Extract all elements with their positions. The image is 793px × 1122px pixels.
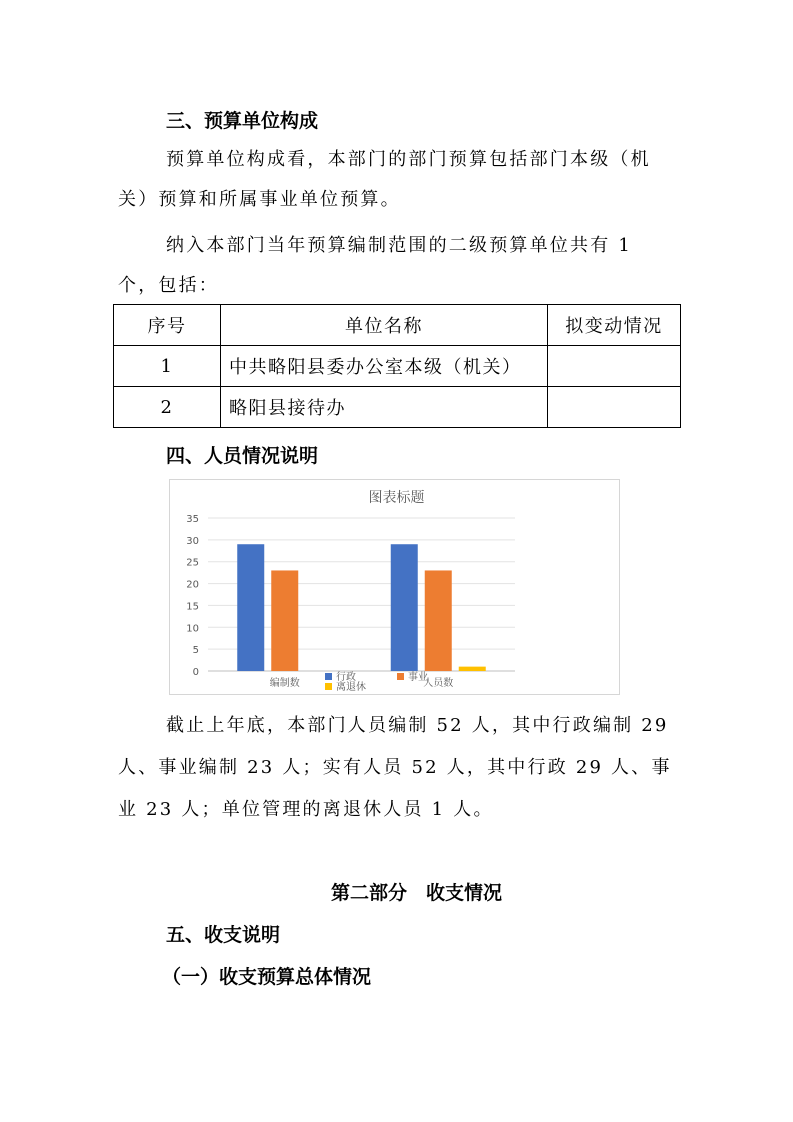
y-tick-label: 35: [186, 514, 199, 525]
legend-label: 离退休: [336, 682, 366, 693]
paragraph-budget-units-line2: 关）预算和所属事业单位预算。: [118, 189, 401, 210]
subheading-overall-budget: （一）收支预算总体情况: [162, 966, 372, 988]
y-tick-label: 10: [186, 623, 199, 635]
paragraph-sub-units-line1: 纳入本部门当年预算编制范围的二级预算单位共有 1: [166, 235, 632, 256]
y-tick-label: 20: [186, 579, 199, 591]
x-category-label: 编制数: [269, 678, 300, 689]
paragraph-budget-units-line1: 预算单位构成看，本部门的部门预算包括部门本级（机: [166, 149, 651, 170]
header-cell-no: 序号: [114, 305, 221, 346]
y-tick-label: 30: [186, 535, 199, 547]
bar-事业: [271, 570, 298, 671]
legend-swatch: [325, 673, 332, 680]
table-row: [114, 346, 681, 387]
paragraph-staff-line2: 人、事业编制 23 人；实有人员 52 人，其中行政 29 人、事: [118, 757, 672, 778]
legend-swatch: [325, 683, 332, 690]
section-heading-budget-units: 三、预算单位构成: [166, 110, 319, 132]
staff-chart: [169, 479, 620, 695]
cell-change: [548, 346, 681, 387]
cell-name: 略阳县接待办: [221, 387, 548, 428]
part-title: 第二部分 收支情况: [330, 882, 502, 904]
chart-title: 图表标题: [368, 490, 425, 506]
cell-name: 中共略阳县委办公室本级（机关）: [221, 346, 548, 387]
bar-事业: [425, 570, 452, 671]
cell-no: 2: [114, 387, 221, 428]
paragraph-staff-line3: 业 23 人；单位管理的离退休人员 1 人。: [118, 799, 494, 820]
legend-label: 行政: [336, 672, 356, 683]
bar-行政: [391, 544, 418, 671]
table-header-row: [114, 305, 681, 346]
legend-swatch: [397, 673, 404, 680]
bar-离退休: [459, 667, 486, 671]
y-tick-label: 25: [186, 557, 199, 569]
header-cell-name: 单位名称: [221, 305, 548, 346]
header-cell-change: 拟变动情况: [548, 305, 681, 346]
bar-行政: [237, 544, 264, 671]
y-tick-label: 5: [192, 645, 199, 657]
cell-change: [548, 387, 681, 428]
paragraph-staff-line1: 截止上年底，本部门人员编制 52 人，其中行政编制 29: [166, 715, 669, 736]
cell-no: 1: [114, 346, 221, 387]
section-heading-income-expense: 五、收支说明: [166, 924, 281, 946]
x-category-label: 人员数: [423, 678, 454, 689]
paragraph-sub-units-line2: 个，包括：: [118, 275, 219, 296]
table-row: [114, 387, 681, 428]
legend-label: 事业: [408, 672, 428, 683]
section-heading-staff: 四、人员情况说明: [166, 445, 319, 467]
y-tick-label: 15: [186, 601, 199, 613]
y-tick-label: 0: [192, 667, 199, 678]
budget-units-table: [113, 304, 681, 428]
staff-chart-svg: [170, 480, 619, 694]
